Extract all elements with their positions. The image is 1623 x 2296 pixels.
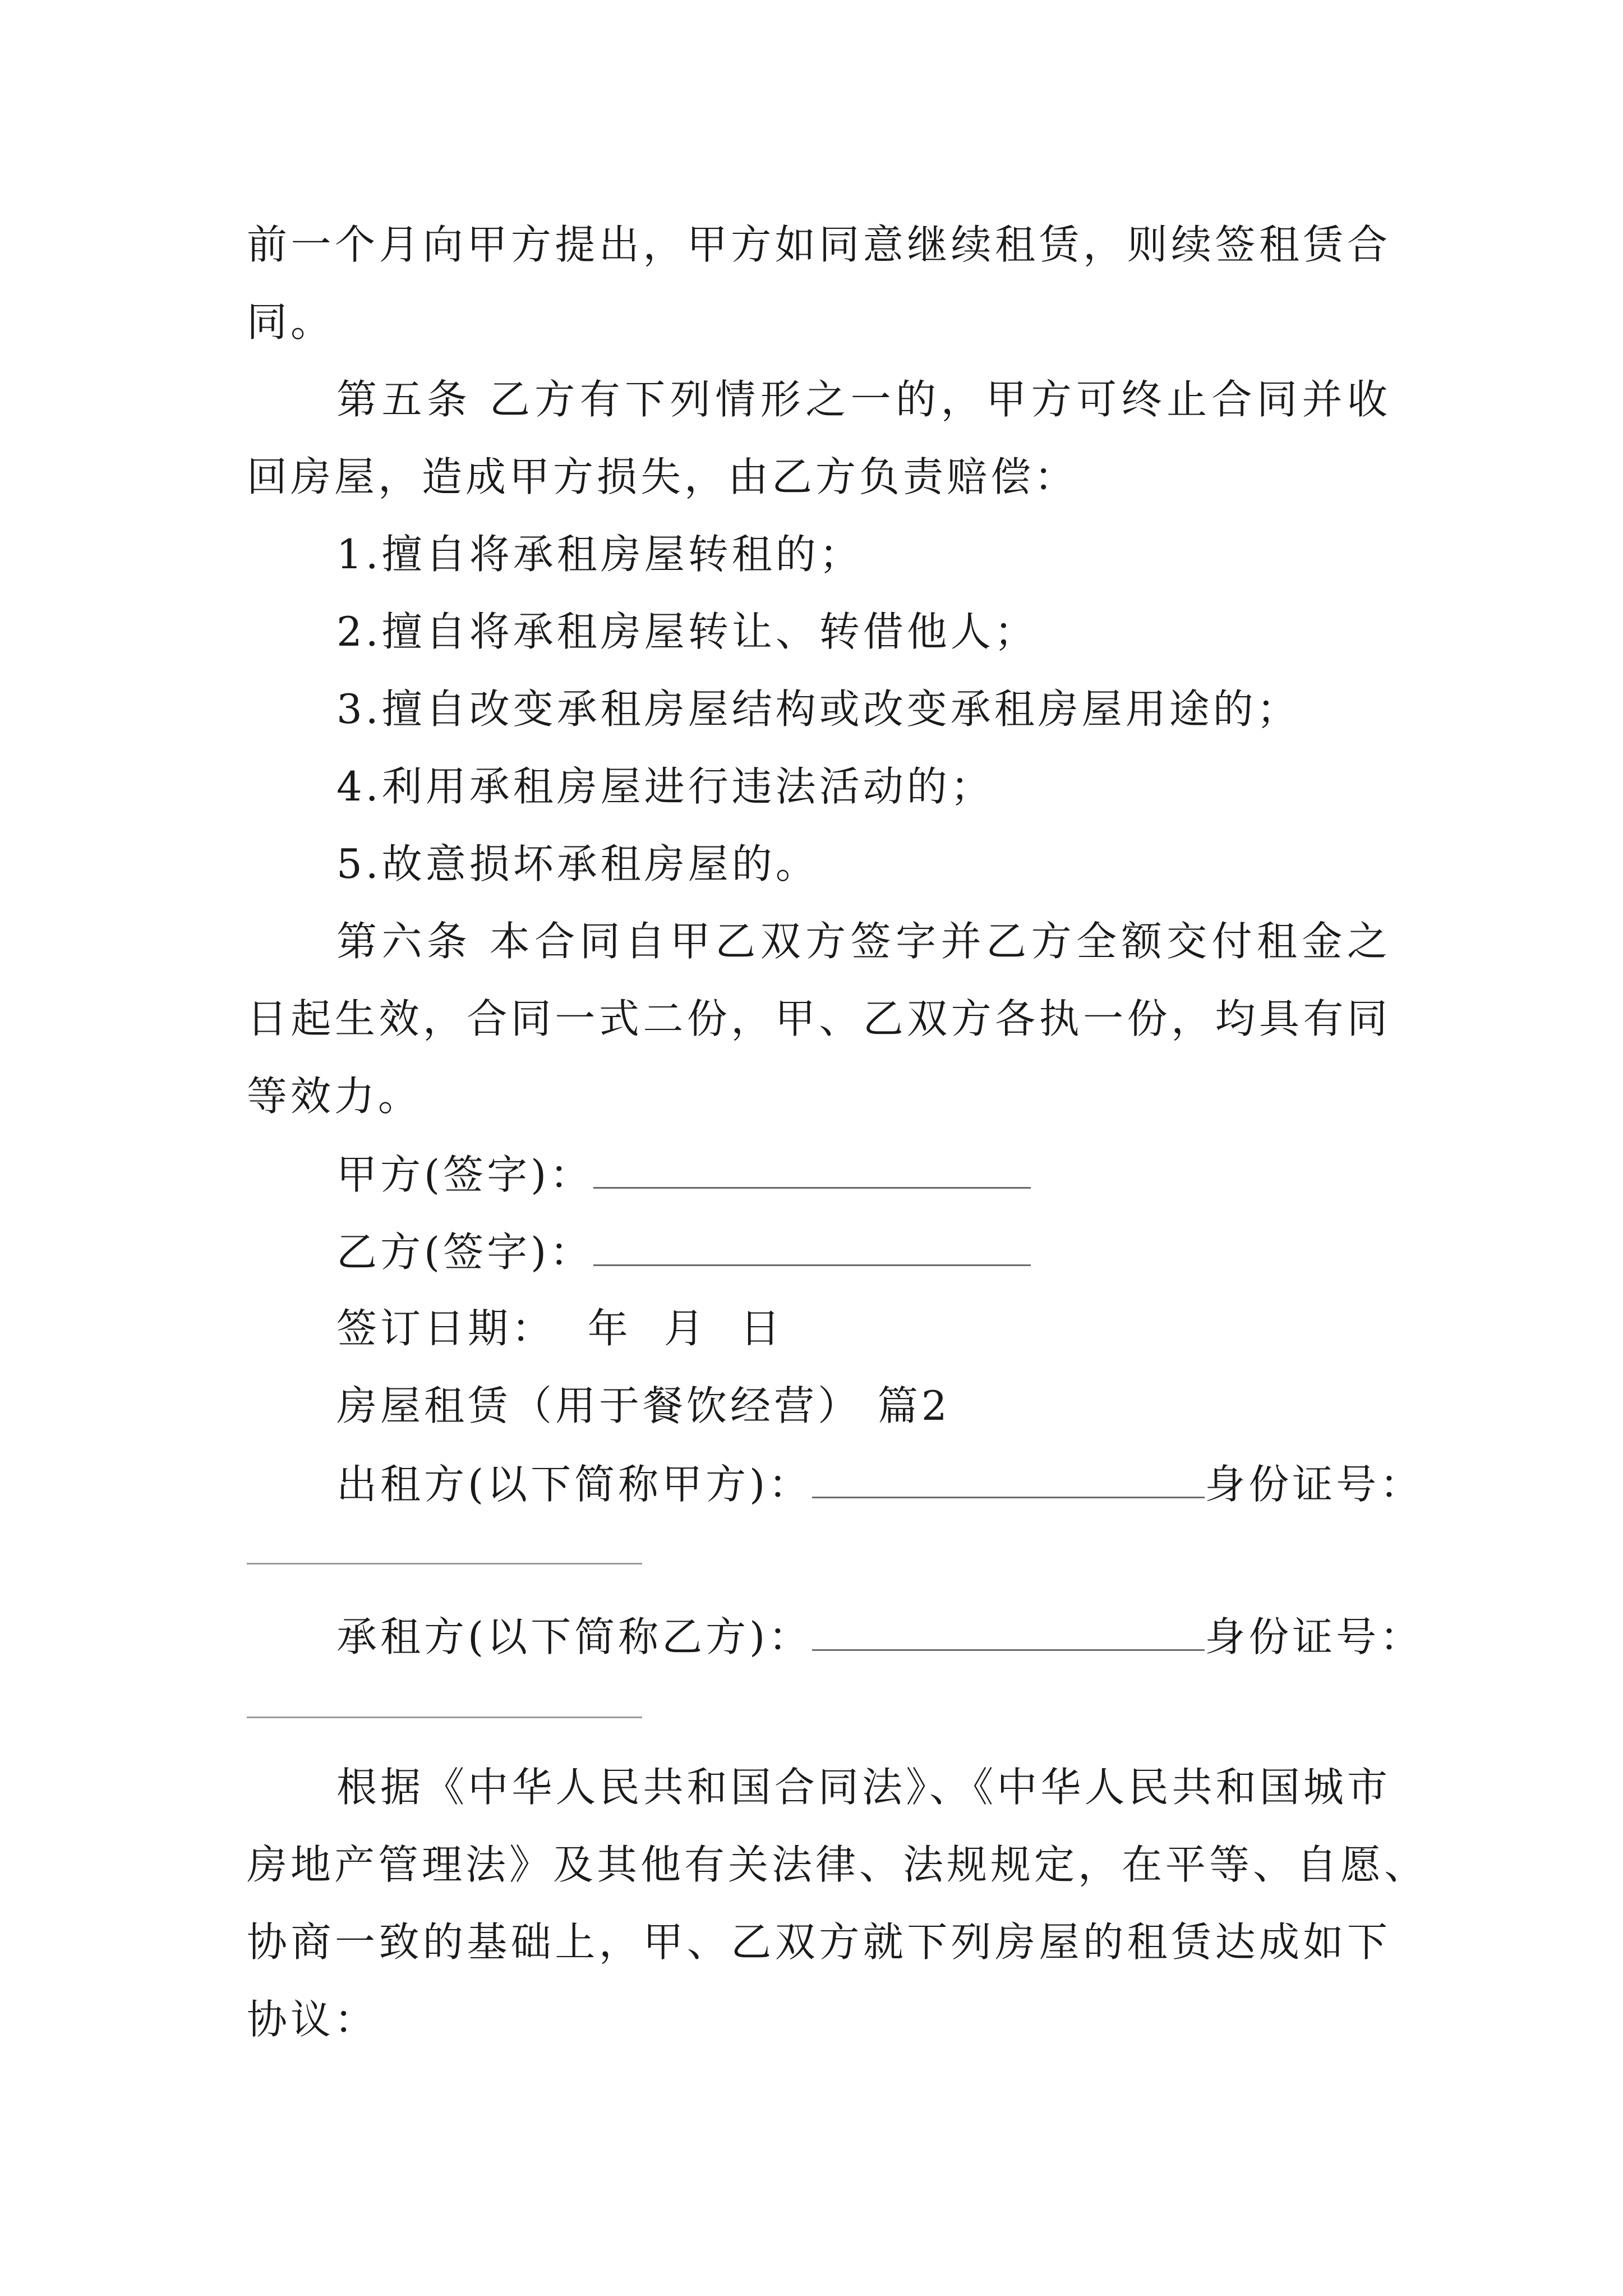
party-b-signature-row xyxy=(336,1228,1391,1276)
lessor-id-field[interactable] xyxy=(247,1563,642,1565)
lessee-id-field[interactable] xyxy=(247,1717,642,1718)
list-item: 3.擅自改变承租房屋结构或改变承租房屋用途的； xyxy=(336,685,1301,733)
lessee-id-label: 身份证号： xyxy=(1205,1613,1424,1660)
article-5-line: 回房屋，造成甲方损失，由乙方负责赔偿： xyxy=(247,453,1078,500)
article-6-line: 等效力。 xyxy=(247,1073,422,1120)
lessor-id-label: 身份证号： xyxy=(1205,1461,1424,1508)
party-a-signature-row xyxy=(336,1151,1391,1198)
article-5-heading-line: 第五条 乙方有下列情形之一的，甲方可终止合同并收 xyxy=(336,376,1391,423)
article-6-heading-line: 第六条 本合同自甲乙双方签字并乙方全额交付租金之 xyxy=(336,918,1391,965)
party-b-signature-field[interactable] xyxy=(593,1231,1031,1266)
party-a-signature-field[interactable] xyxy=(593,1153,1031,1189)
signing-date: 签订日期： 年 月 日 xyxy=(336,1305,784,1352)
list-item: 1.擅自将承租房屋转租的； xyxy=(336,531,863,578)
lessee-label: 承租方(以下简称乙方)： xyxy=(336,1613,813,1660)
lessee-name-field[interactable] xyxy=(812,1616,1205,1651)
list-item: 5.故意损坏承租房屋的。 xyxy=(336,840,819,887)
paragraph-line: 同。 xyxy=(247,298,335,346)
preamble-line: 房地产管理法》及其他有关法律、法规规定，在平等、自愿、 xyxy=(247,1841,1428,1888)
list-item: 4.利用承租房屋进行违法活动的； xyxy=(336,763,994,810)
preamble-line: 根据《中华人民共和国合同法》、《中华人民共和国城市 xyxy=(336,1764,1391,1811)
party-b-signature-label: 乙方(签字)： xyxy=(336,1228,594,1276)
section-title: 房屋租赁（用于餐饮经营） 篇2 xyxy=(336,1382,951,1429)
party-a-signature-label: 甲方(签字)： xyxy=(336,1151,594,1198)
preamble-line: 协议： xyxy=(247,1996,379,2043)
article-6-line: 日起生效，合同一式二份，甲、乙双方各执一份，均具有同 xyxy=(247,995,1391,1042)
preamble-line: 协商一致的基础上，甲、乙双方就下列房屋的租赁达成如下 xyxy=(247,1918,1391,1966)
lessor-label: 出租方(以下简称甲方)： xyxy=(336,1461,813,1508)
lessee-row xyxy=(336,1613,1424,1660)
list-item: 2.擅自将承租房屋转让、转借他人； xyxy=(336,608,1038,655)
paragraph-line: 前一个月向甲方提出，甲方如同意继续租赁，则续签租赁合 xyxy=(247,221,1391,268)
lessor-name-field[interactable] xyxy=(812,1463,1205,1498)
lessor-row xyxy=(336,1461,1424,1508)
